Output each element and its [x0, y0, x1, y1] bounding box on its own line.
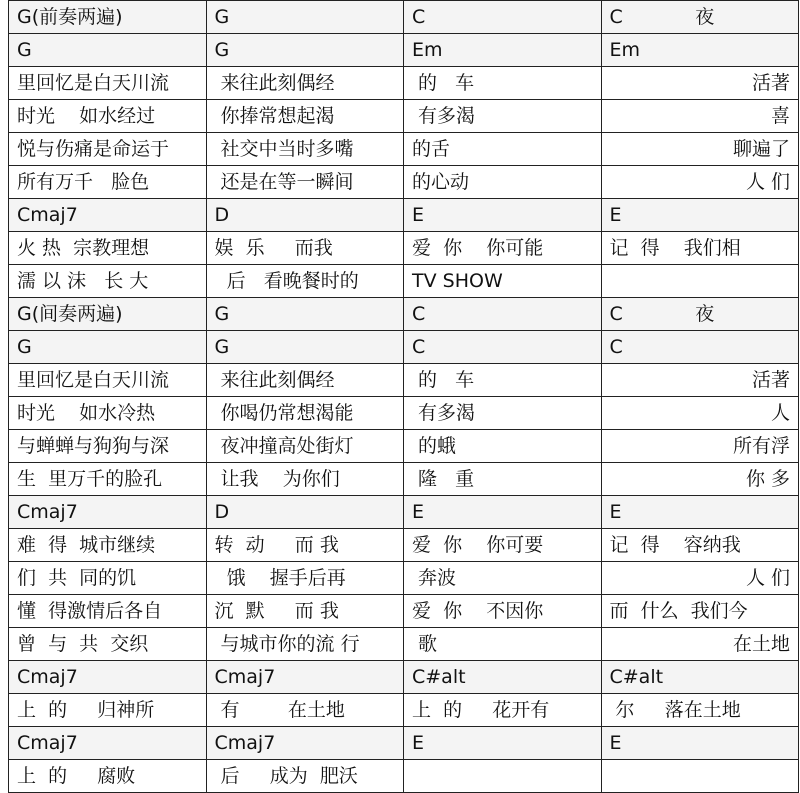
lyric-cell: 爱 你 你可能 — [404, 232, 602, 265]
lyric-cell: 上 的 腐败 — [9, 760, 207, 793]
chord-cell: D — [206, 199, 404, 232]
chord-cell: E — [601, 727, 799, 760]
lyric-cell: 火 热 宗教理想 — [9, 232, 207, 265]
chord-cell: Em — [601, 34, 799, 67]
lyric-cell: 与蝉蝉与狗狗与深 — [9, 430, 207, 463]
chord-cell: G — [206, 331, 404, 364]
lyric-cell: 后 成为 肥沃 — [206, 760, 404, 793]
lyric-cell: 的心动 — [404, 166, 602, 199]
lyric-cell: 生 里万千的脸孔 — [9, 463, 207, 496]
lyric-cell: 有多渴 — [404, 100, 602, 133]
lyric-cell: 娱 乐 而我 — [206, 232, 404, 265]
lyric-cell: 你捧常想起渴 — [206, 100, 404, 133]
lyric-row — [9, 67, 799, 100]
lyric-row — [9, 133, 799, 166]
lyric-cell: 的 车 — [404, 364, 602, 397]
chord-cell: Cmaj7 — [9, 727, 207, 760]
lyric-cell: 你 多 — [601, 463, 799, 496]
lyric-row — [9, 364, 799, 397]
chord-cell: G — [206, 298, 404, 331]
table-body — [9, 1, 799, 793]
chord-cell: C — [601, 331, 799, 364]
lyric-cell: 濡 以 沫 长 大 — [9, 265, 207, 298]
lyric-cell: 悦与伤痛是命运于 — [9, 133, 207, 166]
lyric-row — [9, 397, 799, 430]
lyric-cell: 们 共 同的饥 — [9, 562, 207, 595]
lyric-cell: 你喝仍常想渴能 — [206, 397, 404, 430]
chord-cell: Em — [404, 34, 602, 67]
lyric-cell: 有 在土地 — [206, 694, 404, 727]
chord-cell: E — [404, 727, 602, 760]
chord-row — [9, 34, 799, 67]
lyric-row — [9, 562, 799, 595]
lyric-cell: 社交中当时多嘴 — [206, 133, 404, 166]
lyric-row — [9, 232, 799, 265]
lyric-cell: 喜 — [601, 100, 799, 133]
chord-cell: Cmaj7 — [9, 661, 207, 694]
lyric-cell: 与城市你的流 行 — [206, 628, 404, 661]
lyric-cell — [601, 265, 799, 298]
lyric-row — [9, 595, 799, 628]
chord-cell: C — [404, 298, 602, 331]
lyric-cell: 活著 — [601, 364, 799, 397]
chord-cell: C 夜 — [601, 1, 799, 34]
chord-cell: D — [206, 496, 404, 529]
lyric-cell: 爱 你 你可要 — [404, 529, 602, 562]
lyric-cell: 而 什么 我们今 — [601, 595, 799, 628]
chord-sheet — [8, 0, 798, 787]
lyric-cell: 饿 握手后再 — [206, 562, 404, 595]
lyric-cell — [601, 760, 799, 793]
lyric-row — [9, 529, 799, 562]
lyric-cell: 沉 默 而 我 — [206, 595, 404, 628]
chord-cell: C#alt — [404, 661, 602, 694]
chord-cell: G — [9, 34, 207, 67]
lyric-row — [9, 265, 799, 298]
lyric-cell: 人 们 — [601, 562, 799, 595]
lyric-cell: 活著 — [601, 67, 799, 100]
chord-cell: C — [404, 1, 602, 34]
lyric-cell: 人 — [601, 397, 799, 430]
lyric-cell: 隆 重 — [404, 463, 602, 496]
lyric-row — [9, 463, 799, 496]
chord-cell: Cmaj7 — [206, 661, 404, 694]
chord-cell: Cmaj7 — [206, 727, 404, 760]
lyric-cell: 歌 — [404, 628, 602, 661]
chord-cell: G — [206, 34, 404, 67]
lyric-row — [9, 694, 799, 727]
lyric-cell: 人 们 — [601, 166, 799, 199]
chord-cell: E — [404, 199, 602, 232]
lyric-cell: 上 的 归神所 — [9, 694, 207, 727]
chord-cell: E — [404, 496, 602, 529]
lyric-row — [9, 430, 799, 463]
lyric-cell: 尔 落在土地 — [601, 694, 799, 727]
lyric-cell — [404, 760, 602, 793]
chord-cell: Cmaj7 — [9, 496, 207, 529]
lyric-cell: 的舌 — [404, 133, 602, 166]
lyric-cell: 的 车 — [404, 67, 602, 100]
lyric-cell: 有多渴 — [404, 397, 602, 430]
lyric-cell: 在土地 — [601, 628, 799, 661]
chord-cell: G(间奏两遍) — [9, 298, 207, 331]
lyric-cell: 记 得 我们相 — [601, 232, 799, 265]
lyric-row — [9, 100, 799, 133]
lyric-row — [9, 166, 799, 199]
chord-cell: C — [404, 331, 602, 364]
chord-row — [9, 199, 799, 232]
lyric-cell: 时光 如水经过 — [9, 100, 207, 133]
lyric-cell: 所有万千 脸色 — [9, 166, 207, 199]
lyric-cell: 来往此刻偶经 — [206, 67, 404, 100]
lyric-row — [9, 760, 799, 793]
lyric-cell: 奔波 — [404, 562, 602, 595]
lyric-cell: 爱 你 不因你 — [404, 595, 602, 628]
lyric-cell: 来往此刻偶经 — [206, 364, 404, 397]
chord-row — [9, 331, 799, 364]
lyric-cell: 懂 得激情后各自 — [9, 595, 207, 628]
lyric-cell: 夜冲撞高处街灯 — [206, 430, 404, 463]
lyric-cell: 里回忆是白天川流 — [9, 67, 207, 100]
lyric-cell: 所有浮 — [601, 430, 799, 463]
lyric-cell: TV SHOW — [404, 265, 602, 298]
chord-row — [9, 727, 799, 760]
chord-cell: G — [9, 331, 207, 364]
lyric-cell: 里回忆是白天川流 — [9, 364, 207, 397]
lyric-cell: 的蛾 — [404, 430, 602, 463]
lyric-cell: 难 得 城市继续 — [9, 529, 207, 562]
chord-cell: G(前奏两遍) — [9, 1, 207, 34]
lyric-cell: 曾 与 共 交织 — [9, 628, 207, 661]
lyric-cell: 时光 如水冷热 — [9, 397, 207, 430]
chord-cell: C#alt — [601, 661, 799, 694]
lyric-cell: 聊遍了 — [601, 133, 799, 166]
chord-lyric-table — [8, 0, 799, 793]
chord-cell: C 夜 — [601, 298, 799, 331]
lyric-cell: 还是在等一瞬间 — [206, 166, 404, 199]
chord-row — [9, 496, 799, 529]
lyric-cell: 转 动 而 我 — [206, 529, 404, 562]
chord-cell: G — [206, 1, 404, 34]
lyric-cell: 让我 为你们 — [206, 463, 404, 496]
lyric-cell: 后 看晚餐时的 — [206, 265, 404, 298]
chord-cell: E — [601, 496, 799, 529]
lyric-cell: 上 的 花开有 — [404, 694, 602, 727]
chord-row — [9, 661, 799, 694]
lyric-row — [9, 628, 799, 661]
chord-cell: E — [601, 199, 799, 232]
chord-row — [9, 298, 799, 331]
lyric-cell: 记 得 容纳我 — [601, 529, 799, 562]
chord-row — [9, 1, 799, 34]
chord-cell: Cmaj7 — [9, 199, 207, 232]
